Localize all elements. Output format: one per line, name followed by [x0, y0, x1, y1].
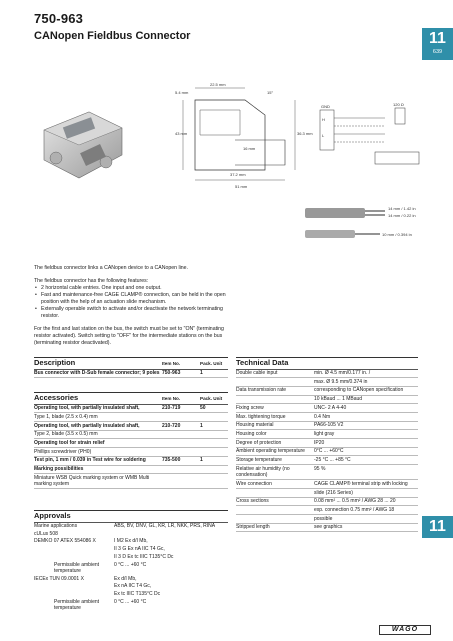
spec-value: 0.4 Nm — [314, 413, 331, 420]
row-pack — [200, 449, 228, 456]
resistor-label: 120 Ω — [393, 102, 404, 107]
spec-key: Wire connection — [236, 480, 272, 487]
cable-label-2: 14 mm / 0.22 in — [388, 213, 416, 218]
table-row — [236, 387, 418, 396]
col-item-no: Item No. — [162, 395, 181, 401]
spec-value: PA66-105 V2 — [314, 422, 344, 429]
spec-value: IP20 — [314, 439, 325, 446]
table-row — [236, 430, 418, 439]
approvals-heading: Approvals — [34, 511, 71, 520]
table-row — [236, 422, 418, 431]
approvals-table — [34, 510, 228, 612]
row-description: Phillips screwdriver (PH0) — [34, 448, 92, 455]
spec-key: Double cable input — [236, 370, 278, 377]
row-item-no: 210-719 — [162, 405, 181, 412]
table-row — [236, 404, 418, 413]
spec-key — [236, 396, 314, 403]
row-item-no — [162, 440, 200, 447]
chapter-number: 11 — [429, 30, 446, 47]
approval-key: Marine applications — [34, 523, 78, 530]
row-pack — [200, 431, 228, 438]
spec-key: Fixing screw — [236, 404, 264, 411]
table-row — [34, 370, 228, 379]
row-description: Operating tool, with partially insulated shaft, — [34, 422, 140, 429]
table-row — [34, 546, 228, 554]
row-description: Operating tool for strain relief — [34, 440, 105, 447]
approval-key — [34, 546, 114, 553]
table-row — [236, 448, 418, 457]
features-heading: The fieldbus connector has the following features: — [34, 278, 149, 284]
spec-value: slide (216 Series) — [314, 489, 353, 496]
cable-label-3: 10 mm / 0.394 in — [382, 232, 412, 237]
spec-value: see graphics — [314, 524, 343, 531]
row-item-no — [162, 414, 200, 421]
feature-item: • Externally operable switch to activate and/or deactivate the network terminating resistor. — [34, 306, 229, 320]
header-subtitle: CANopen Fieldbus Connector — [34, 30, 191, 42]
table-row — [34, 466, 228, 475]
spec-key — [236, 507, 314, 514]
row-item-no — [162, 431, 200, 438]
table-row — [34, 457, 228, 466]
side-chapter-tab: 11 — [422, 516, 453, 538]
feature-item: • 2 horizontal cable entries. One input and one output. — [34, 285, 229, 292]
technical-data-table — [236, 357, 418, 532]
dim-label-7: 37.2 mm — [230, 172, 246, 177]
dim-label-4: 43 mm — [175, 131, 188, 136]
spec-value: CAGE CLAMP® terminal strip with locking — [314, 480, 408, 487]
technical-data-rows — [236, 370, 418, 533]
approval-value: I M2 Ex d/I Mb, — [114, 538, 148, 545]
spec-key: Relative air humidity (no condensation) — [236, 465, 290, 479]
table-row — [34, 561, 228, 575]
dim-label-3: 15° — [267, 90, 274, 95]
table-row — [34, 591, 228, 599]
table-row — [34, 448, 228, 457]
table-row — [236, 515, 418, 524]
row-description: Operating tool, with partially insulated shaft, — [34, 405, 140, 412]
accessories-heading: Accessories — [34, 393, 79, 403]
dim-label-5: 36.3 mm — [297, 131, 313, 136]
spec-value: UNC- 2 A 4-40 — [314, 404, 347, 411]
table-row — [34, 538, 228, 546]
description-table-header — [34, 357, 228, 370]
spec-value: exp. connection 0.75 mm² / AWG 18 — [314, 506, 395, 513]
row-pack — [200, 466, 228, 473]
approvals-table-header — [34, 510, 228, 523]
table-row — [236, 480, 418, 489]
table-row — [34, 422, 228, 431]
approval-key — [34, 554, 114, 561]
approval-value: ABS, BV, DNV, GL, KR, LR, NKK, PRS, RINA — [114, 523, 216, 530]
wiring-diagram — [315, 100, 423, 170]
table-row — [236, 489, 418, 498]
product-photo — [34, 100, 129, 185]
table-row — [34, 575, 228, 583]
spec-value: 95 % — [314, 465, 326, 472]
row-item-no: 210-720 — [162, 422, 181, 429]
spec-key: Housing color — [236, 430, 267, 437]
row-item-no: 750-963 — [162, 370, 181, 377]
table-row — [236, 378, 418, 387]
cable-label-1: 14 mm / 1.42 in — [388, 206, 416, 211]
spec-key: Ambient operating temperature — [236, 448, 305, 455]
spec-value: possible — [314, 515, 333, 522]
dim-label-6: 16 mm — [243, 146, 256, 151]
row-description: Type 1, blade (2.5 x 0.4) mm — [34, 413, 98, 420]
approval-value: Ex d/I Mb, — [114, 575, 137, 582]
spec-key — [236, 490, 314, 497]
approval-key: Permissible ambient temperature — [54, 561, 100, 575]
table-row — [236, 498, 418, 507]
spec-key — [236, 379, 314, 386]
wago-logo: WAGO — [379, 625, 431, 635]
approval-key: cULus 508 — [34, 530, 58, 537]
row-description: Bus connector with D-Sub female connector; 9 poles — [34, 370, 160, 377]
page-number: 639 — [432, 49, 443, 55]
row-pack: 1 — [200, 457, 203, 464]
table-row — [34, 405, 228, 414]
spec-value: 0.08 mm² ... 0.5 mm² / AWG 28 ... 20 — [314, 498, 396, 505]
row-description: Marking possibilities — [34, 466, 84, 473]
row-pack: 1 — [200, 370, 203, 377]
col-pack-unit: Pack. Unit — [200, 360, 223, 366]
dimension-drawing — [175, 80, 315, 190]
table-row — [34, 474, 228, 489]
approval-value: II 3 D Ex tc IIIC T135°C Dc — [114, 553, 174, 560]
table-row — [236, 465, 418, 480]
approval-value: 0 °C ... +60 °C — [114, 598, 147, 605]
table-row — [236, 396, 418, 405]
table-row — [34, 598, 228, 612]
description-heading: Description — [34, 358, 76, 367]
accessories-rows — [34, 405, 228, 490]
table-row — [236, 413, 418, 422]
row-pack: 50 — [200, 405, 206, 412]
table-row — [34, 553, 228, 561]
table-row — [34, 439, 228, 448]
approval-value: Ex tc IIIC T135°C Dc — [114, 591, 161, 598]
approval-value: II 3 G Ex nA IIC T4 Gc, — [114, 546, 165, 553]
dim-label-1: 22.5 mm — [210, 82, 226, 87]
spec-key: Cross sections — [236, 498, 269, 505]
spec-key: Degree of protection — [236, 439, 282, 446]
row-pack — [200, 414, 228, 421]
table-row — [34, 530, 228, 538]
spec-value: light gray — [314, 430, 335, 437]
feature-item: • Fast and maintenance-free CAGE CLAMP® connection, can be held in the open position with the help of an actuation slide mechanism. — [34, 292, 229, 306]
row-pack: 1 — [200, 422, 203, 429]
technical-data-heading: Technical Data — [236, 358, 289, 367]
dim-label-8: 51 mm — [235, 184, 248, 189]
approvals-rows — [34, 523, 228, 613]
approval-value: Ex nA IIC T4 Gc, — [114, 583, 152, 590]
spec-value: 10 kBaud ... 1 MBaud — [314, 396, 363, 403]
spec-value: max. Ø 9.5 mm/0.374 in — [314, 378, 368, 385]
table-row — [236, 439, 418, 448]
row-item-no — [162, 449, 200, 456]
table-row — [34, 583, 228, 591]
table-row — [236, 506, 418, 515]
approval-key: Permissible ambient temperature — [54, 598, 100, 612]
spec-value: corresponding to CANopen specification — [314, 387, 404, 394]
spec-value: -25 °C ... +85 °C — [314, 456, 351, 463]
spec-key: Stripped length — [236, 524, 270, 531]
wire-h-label: H — [322, 117, 325, 122]
description-table — [34, 357, 228, 489]
approval-key — [34, 583, 114, 590]
accessories-table-header — [34, 392, 228, 405]
spec-key — [236, 516, 314, 523]
row-description: Miniature WSB Quick marking system or WMB Multi marking system — [34, 474, 150, 488]
product-description — [34, 265, 229, 353]
approval-key: DEMKO 07 ATEX 554086 X — [34, 538, 96, 545]
cable-strip-drawing — [300, 200, 425, 250]
description-switch-note: For the first and last station on the bus, the switch must be set to "ON" (terminating resistor activated). Switch setting to "OFF" for the intermediate stations on the bus (terminating resistor deactivated). — [34, 326, 224, 346]
spec-value: min. Ø 4.5 mm/0.177 in. / — [314, 370, 371, 377]
row-pack — [200, 475, 228, 488]
spec-key: Max. tightening torque — [236, 413, 286, 420]
spec-key: Storage temperature — [236, 456, 282, 463]
row-item-no — [162, 475, 200, 488]
table-row — [34, 523, 228, 531]
table-row — [236, 456, 418, 465]
page-number-tab — [422, 28, 453, 60]
row-description: Type 2, blade (3.5 x 0.5) mm — [34, 431, 98, 438]
description-intro: The fieldbus connector links a CANopen device to a CANopen line. — [34, 265, 188, 271]
wire-gnd-label: GND — [321, 104, 330, 109]
row-pack — [200, 440, 228, 447]
table-row — [236, 370, 418, 379]
spec-key: Housing material — [236, 422, 274, 429]
technical-data-header — [236, 357, 418, 370]
header-title: 750-963 — [34, 11, 84, 26]
row-description: Test pin, 1 mm / 0.039 in Test wire for soldering — [34, 457, 146, 464]
col-pack-unit: Pack. Unit — [200, 395, 223, 401]
dim-label-2: 5.4 mm — [175, 90, 189, 95]
row-item-no — [162, 466, 200, 473]
table-row — [34, 431, 228, 440]
table-row — [236, 524, 418, 533]
spec-value: 0°C ... +60°C — [314, 448, 344, 455]
table-row — [34, 413, 228, 422]
col-item-no: Item No. — [162, 360, 181, 366]
approval-key: IECEx TUN 09.0001 X — [34, 575, 84, 582]
spec-key: Data transmission rate — [236, 387, 287, 394]
row-item-no: 735-500 — [162, 457, 181, 464]
approval-key — [34, 591, 114, 598]
approval-value — [114, 531, 228, 538]
approval-value: 0 °C ... +60 °C — [114, 561, 147, 568]
wire-l-label: L — [322, 133, 325, 138]
feature-list — [34, 285, 229, 320]
